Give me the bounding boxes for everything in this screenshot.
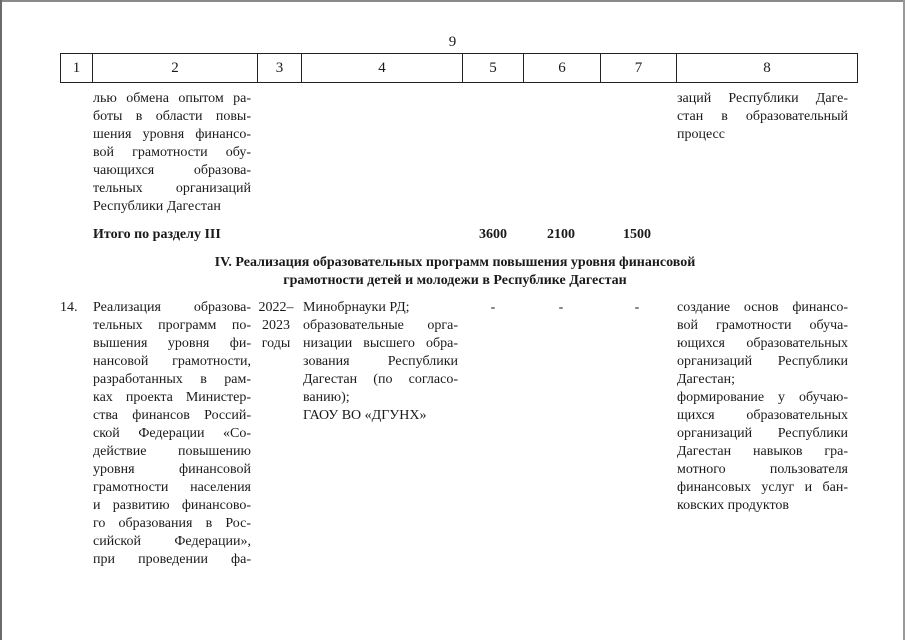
text-line: ской Федерации «Со- xyxy=(93,426,251,441)
text-line: шения уровня финансо- xyxy=(93,127,251,142)
scan-edge-top xyxy=(0,0,905,2)
text-line: сийской Федерации», xyxy=(93,534,251,549)
text-line: ках проекта Министер- xyxy=(93,390,251,405)
text-line: грамотности населения xyxy=(93,480,251,495)
column-header-1: 1 xyxy=(61,54,93,83)
total-value-5: 3600 xyxy=(479,227,507,242)
text-line: вой грамотности обуча- xyxy=(677,318,848,333)
text-line: ГАОУ ВО «ДГУНХ» xyxy=(303,408,427,423)
text-line: создание основ финансо- xyxy=(677,300,848,315)
total-value-6: 2100 xyxy=(547,227,575,242)
text-line: образовательные орга- xyxy=(303,318,458,333)
text-line: организаций Республики xyxy=(677,354,848,369)
text-line: финансовых услуг и бан- xyxy=(677,480,848,495)
text-line: Республики Дагестан xyxy=(93,199,221,214)
text-line: разработанных в рам- xyxy=(93,372,251,387)
total-label: Итого по разделу III xyxy=(93,227,221,242)
text-line: Реализация образова- xyxy=(93,300,251,315)
text-line: заций Республики Даге- xyxy=(677,91,848,106)
text-line: и развитию финансово- xyxy=(93,498,251,513)
text-line: ванию); xyxy=(303,390,350,405)
text-line: вышения уровня фи- xyxy=(93,336,251,351)
text-line: Дагестан; xyxy=(677,372,735,387)
text-line: щихся образовательных xyxy=(677,408,848,423)
row14-col8 xyxy=(677,299,848,515)
row14-value-6: - xyxy=(558,300,564,315)
continuation-col8 xyxy=(677,90,848,144)
column-header-row xyxy=(60,53,858,83)
text-line: чающихся образова- xyxy=(93,163,251,178)
text-line: действие повышению xyxy=(93,444,251,459)
column-header-6: 6 xyxy=(524,54,601,83)
text-line: организаций Республики xyxy=(677,426,848,441)
text-line: ства финансов Россий- xyxy=(93,408,251,423)
text-line: при проведении фа- xyxy=(93,552,251,567)
column-header-5: 5 xyxy=(463,54,524,83)
column-header-4: 4 xyxy=(302,54,463,83)
text-line: низации высшего обра- xyxy=(303,336,458,351)
text-line: зования Республики xyxy=(303,354,458,369)
text-line: Дагестан навыков гра- xyxy=(677,444,848,459)
text-line: стан в образовательный xyxy=(677,109,848,124)
section-title xyxy=(60,254,850,290)
column-header-3: 3 xyxy=(258,54,302,83)
text-line: 2023 xyxy=(262,318,290,333)
text-line: го образования в Рос- xyxy=(93,516,251,531)
total-value-7: 1500 xyxy=(623,227,651,242)
text-line: мотного пользователя xyxy=(677,462,848,477)
text-line: боты в области повы- xyxy=(93,109,251,124)
text-line: ковских продуктов xyxy=(677,498,789,513)
text-line: 2022– xyxy=(258,300,294,315)
text-line: Дагестан (по согласо- xyxy=(303,372,458,387)
continuation-col2 xyxy=(93,90,251,216)
text-line: вой грамотности обу- xyxy=(93,145,251,160)
text-line: лью обмена опытом ра- xyxy=(93,91,251,106)
column-header-7: 7 xyxy=(601,54,677,83)
text-line: тельных программ по- xyxy=(93,318,251,333)
scan-edge-left xyxy=(0,0,2,640)
column-header-8: 8 xyxy=(677,54,858,83)
row-number: 14. xyxy=(60,300,78,315)
row14-col3 xyxy=(256,299,296,353)
row14-value-5: - xyxy=(490,300,496,315)
column-header-2: 2 xyxy=(93,54,258,83)
row14-col4 xyxy=(303,299,458,425)
text-line: ющихся образовательных xyxy=(677,336,848,351)
text-line: уровня финансовой xyxy=(93,462,251,477)
section-title-line: IV. Реализация образовательных программ повышения уровня финансовой xyxy=(214,255,696,270)
text-line: годы xyxy=(261,336,291,351)
page-number: 9 xyxy=(448,34,457,50)
row14-value-7: - xyxy=(634,300,640,315)
text-line: нансовой грамотности, xyxy=(93,354,251,369)
text-line: тельных организаций xyxy=(93,181,251,196)
row14-col2 xyxy=(93,299,251,569)
text-line: Минобрнауки РД; xyxy=(303,300,410,315)
text-line: процесс xyxy=(677,127,725,142)
section-title-line: грамотности детей и молодежи в Республике Дагестан xyxy=(283,273,627,288)
text-line: формирование у обучаю- xyxy=(677,390,848,405)
